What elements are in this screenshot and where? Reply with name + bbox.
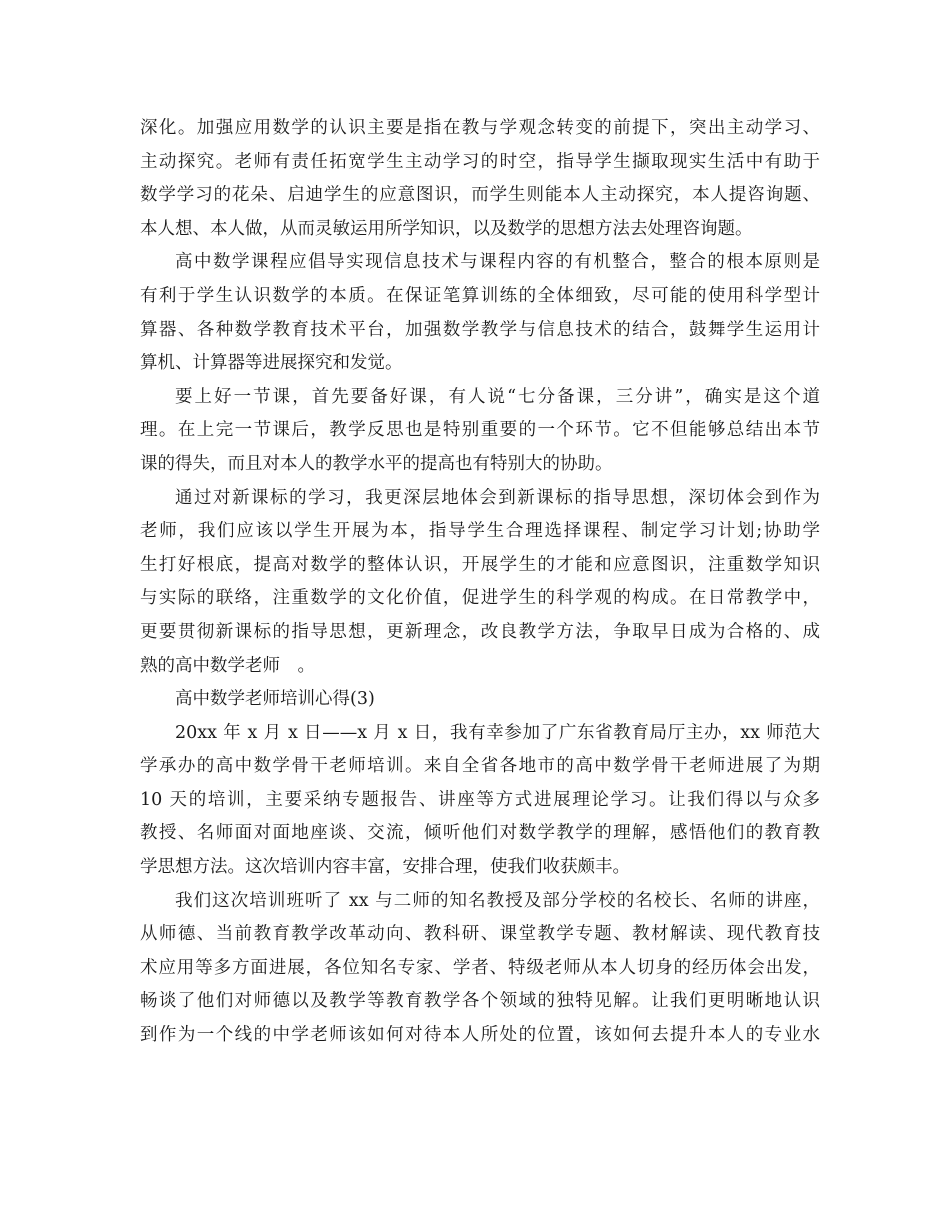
text-line: 学思想方法。这次培训内容丰富，安排合理，使我们收获颇丰。 bbox=[140, 857, 630, 878]
text-line: 10 天的培训，主要采纳专题报告、讲座等方式进展理论学习。让我们得以与众多 bbox=[140, 789, 820, 810]
text-line: 术应用等多方面进展，各位知名专家、学者、特级老师从本人切身的经历体会出发， bbox=[140, 957, 820, 978]
text-line: 教授、名师面对面地座谈、交流，倾听他们对数学教学的理解，感悟他们的教育教 bbox=[140, 823, 820, 844]
text-line: 数学学习的花朵、启迪学生的应意图识，而学生则能本人主动探究，本人提咨询题、 bbox=[140, 185, 820, 206]
text-line: 与实际的联络，注重数学的文化价值，促进学生的科学观的构成。在日常教学中， bbox=[140, 588, 820, 609]
text-line: 高中数学课程应倡导实现信息技术与课程内容的有机整合，整合的根本原则是 bbox=[175, 252, 820, 273]
text-line: 深化。加强应用数学的认识主要是指在教与学观念转变的前提下，突出主动学习、 bbox=[140, 118, 820, 138]
text-line: 要上好一节课，首先要备好课，有人说“七分备课，三分讲”，确实是这个道 bbox=[175, 386, 820, 407]
text-line: 20xx 年 x 月 x 日——x 月 x 日，我有幸参加了广东省教育局厅主办，xx 师范大 bbox=[175, 722, 820, 743]
text-line: 从师德、当前教育教学改革动向、教科研、课堂教学专题、教材解读、现代教育技 bbox=[140, 924, 820, 945]
text-line: 生打好根底，提高对数学的整体认识，开展学生的才能和应意图识，注重数学知识 bbox=[140, 554, 820, 575]
text-line: 有利于学生认识数学的本质。在保证笔算训练的全体细致，尽可能的使用科学型计 bbox=[140, 285, 820, 306]
text-line: 畅谈了他们对师德以及教学等教育教学各个领域的独特见解。让我们更明晰地认识 bbox=[140, 991, 820, 1012]
text-line: 熟的高中数学老师 。 bbox=[140, 655, 315, 676]
text-line: 主动探究。老师有责任拓宽学生主动学习的时空，指导学生撷取现实生活中有助于 bbox=[140, 151, 820, 172]
document-body bbox=[140, 112, 820, 1053]
text-line: 学承办的高中数学骨干老师培训。来自全省各地市的高中数学骨干老师进展了为期 bbox=[140, 756, 820, 777]
text-line: 到作为一个线的中学老师该如何对待本人所处的位置，该如何去提升本人的专业水 bbox=[140, 1025, 820, 1046]
text-line: 本人想、本人做，从而灵敏运用所学知识，以及数学的思想方法去处理咨询题。 bbox=[140, 218, 753, 239]
text-line: 更要贯彻新课标的指导思想，更新理念，改良教学方法，争取早日成为合格的、成 bbox=[140, 621, 820, 642]
text-line: 我们这次培训班听了 xx 与二师的知名教授及部分学校的名校长、名师的讲座， bbox=[175, 890, 820, 911]
text-line: 理。在上完一节课后，教学反思也是特别重要的一个环节。它不但能够总结出本节 bbox=[140, 420, 820, 441]
text-line: 老师，我们应该以学生开展为本，指导学生合理选择课程、制定学习计划;协助学 bbox=[140, 521, 820, 542]
text-line: 算机、计算器等进展探究和发觉。 bbox=[140, 353, 403, 374]
text-line: 课的得失，而且对本人的教学水平的提高也有特别大的协助。 bbox=[140, 453, 613, 474]
text-line: 通过对新课标的学习，我更深层地体会到新课标的指导思想，深切体会到作为 bbox=[175, 487, 820, 508]
text-line: 算器、各种数学教育技术平台，加强数学教学与信息技术的结合，鼓舞学生运用计 bbox=[140, 319, 820, 340]
text-line: 高中数学老师培训心得(3) bbox=[175, 689, 375, 710]
